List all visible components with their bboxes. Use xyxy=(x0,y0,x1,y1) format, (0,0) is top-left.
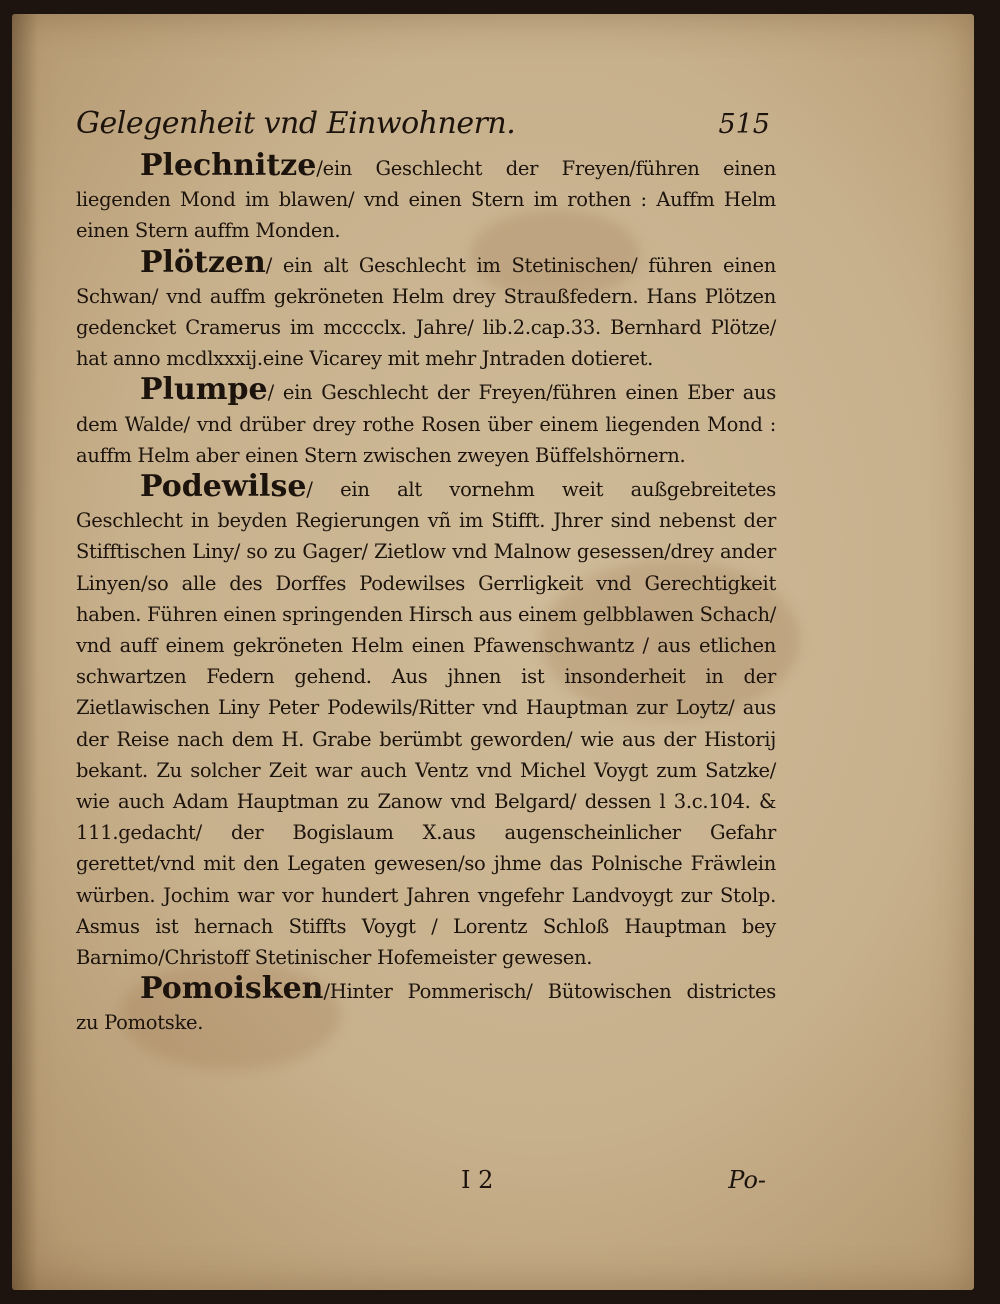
page-number: 515 xyxy=(718,109,770,140)
entry-pomoisken xyxy=(76,973,776,1038)
page-header xyxy=(76,106,776,150)
entry-text: /Hinter Pommerisch/ Bütowischen districtes zu Pomotske. xyxy=(76,980,776,1035)
signature-mark: I 2 xyxy=(461,1166,494,1194)
entry-lemma: Plötzen xyxy=(140,244,266,280)
entry-ploetzen xyxy=(76,244,776,375)
entry-lemma: Pomoisken xyxy=(140,971,324,1007)
entry-text: / ein alt vornehm weit außgebreitetes Geschlecht in beyden Regierungen vñ im Stifft. Jhrer sind nebenst der Stifftischen Liny/ so zu Gager/ Zietlow vnd Malnow gesessen/drey ander Linyen/so alle des Dorffes Podewilses Gerrligkeit vnd Gerechtigkeit haben. Führen einen springenden Hirsch aus einem gelbblawen Schach/ vnd auff einem gekröneten Helm einen Pfawenschwantz / aus etlichen schwartzen Federn gehend. Aus jhnen ist insonderheit in der Zietlawischen Liny Peter Podewils/Ritter vnd Hauptman zur Loytz/ aus der Reise nach dem H. Grabe berümbt geworden/ wie aus der Historij bekant. Zu solcher Zeit war auch Ventz vnd Michel Voygt zum Satzke/ wie auch Adam Hauptman zu Zanow vnd Belgard/ dessen l 3.c.104. & 111.gedacht/ der Bogislaum X.aus augenscheinlicher Gefahr gerettet/vnd mit den Legaten gewesen/so jhme das Polnische Fräwlein würben. Jochim war vor hundert Jahren vngefehr Landvoygt zur Stolp. Asmus ist hernach Stiffts Voygt / Lorentz Schloß Hauptman bey Barnimo/Christoff Stetinischer Hofemeister gewesen. xyxy=(76,478,776,970)
entry-lemma: Plumpe xyxy=(140,372,268,408)
entry-lemma: Podewilse xyxy=(140,469,307,505)
entry-lemma: Plechnitze xyxy=(140,148,317,183)
entry-podewilse xyxy=(76,471,776,973)
entry-text: / ein alt Geschlecht im Stetinischen/ führen einen Schwan/ vnd auffm gekröneten Helm drey Straußfedern. Hans Plötzen gedencket Cramerus im mcccclx. Jahre/ lib.2.cap.33. Bernhard Plötze/ hat anno mcdlxxxij.eine Vicarey mit mehr Jntraden dotieret. xyxy=(76,253,776,371)
catchword: Po- xyxy=(728,1166,766,1194)
entry-plechnitze xyxy=(76,150,776,247)
page-footer xyxy=(76,1166,766,1206)
entry-text: / ein Geschlecht der Freyen/führen einen Eber aus dem Walde/ vnd drüber drey rothe Rosen über einem liegenden Mond : auffm Helm aber einen Stern zwischen zweyen Büffelshörnern. xyxy=(76,381,776,467)
entry-plumpe xyxy=(76,374,776,471)
text-block xyxy=(76,106,776,1039)
running-title: Gelegenheit vnd Einwohnern. xyxy=(76,106,516,141)
entry-text: /ein Geschlecht der Freyen/führen einen liegenden Mond im blawen/ vnd einen Stern im rothen : Auffm Helm einen Stern auffm Monden. xyxy=(76,157,776,243)
binding-gutter-shadow xyxy=(12,14,38,1290)
